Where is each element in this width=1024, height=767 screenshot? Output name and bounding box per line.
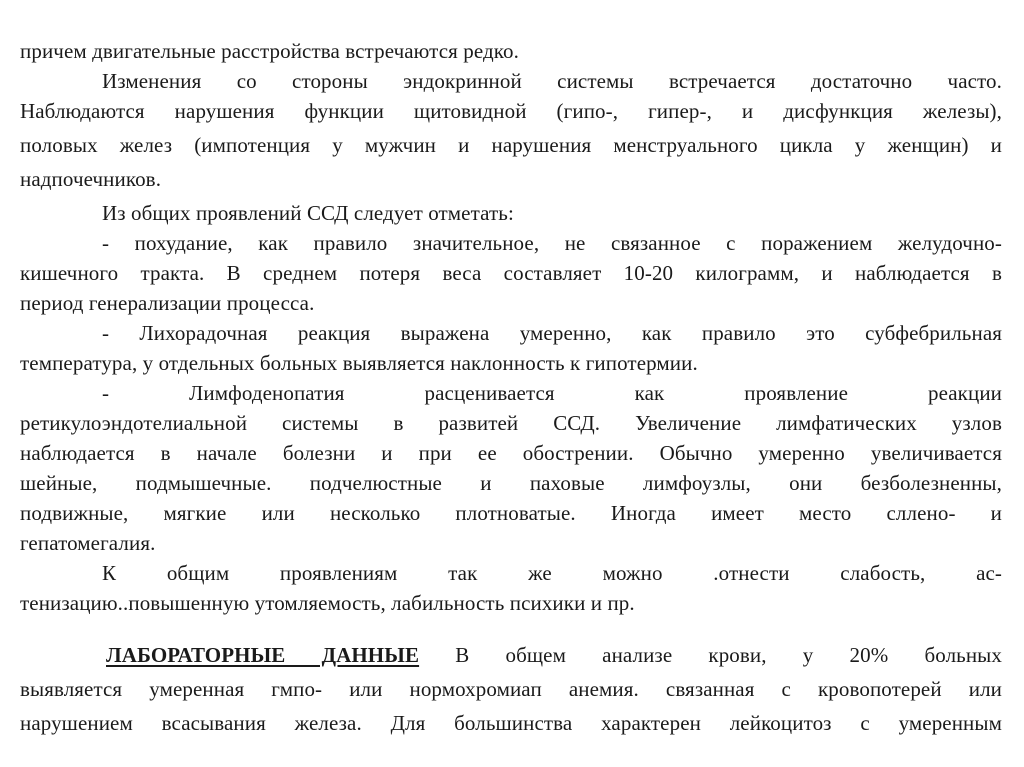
text-line-18: К общим проявлениям так же можно .отнести слабость, ас- (102, 561, 1002, 585)
lab-line-2: выявляется умеренная гмпо- или нормохромиап анемия. связанная с кровопотерей или (20, 677, 1002, 701)
text-line-1: причем двигательные расстройства встречаются редко. (20, 39, 519, 63)
text-line-14: наблюдается в начале болезни и при ее обострении. Обычно умеренно увеличивается (20, 441, 1002, 465)
text-line-9: период генерализации процесса. (20, 291, 315, 315)
text-line-8: кишечного тракта. В среднем потеря веса составляет 10-20 килограмм, и наблюдается в (20, 261, 1002, 285)
document-page (20, 36, 1002, 738)
text-line-17: гепатомегалия. (20, 531, 156, 555)
text-line-19: тенизацию..повышенную утомляемость, лабильность психики и пр. (20, 591, 635, 615)
section-gap (20, 618, 1002, 640)
lab-section-heading: ЛАБОРАТОРНЫЕ ДАННЫЕ (106, 643, 420, 667)
text-line-13: ретикулоэндотелиальной системы в развитей ССД. Увеличение лимфатических узлов (20, 411, 1002, 435)
text-line-3: Наблюдаются нарушения функции щитовидной (гипо-, гипер-, и дисфункция железы), (20, 99, 1002, 123)
text-line-4: половых желез (импотенция у мужчин и нарушения менструального цикла у женщин) и (20, 133, 1002, 157)
text-line-10: - Лихорадочная реакция выражена умеренно, как правило это субфебрильная (102, 321, 1002, 345)
lab-line-1-text: В общем анализе крови, у 20% больных (455, 643, 1002, 667)
lab-line-1 (20, 640, 1002, 670)
text-line-7: - похудание, как правило значительное, не связанное с поражением желудочно- (102, 231, 1002, 255)
text-line-2: Изменения со стороны эндокринной системы встречается достаточно часто. (102, 69, 1002, 93)
text-line-16: подвижные, мягкие или несколько плотноватые. Иногда имеет место сллено- и (20, 501, 1002, 525)
text-line-12: - Лимфоденопатия расценивается как проявление реакции (102, 381, 1002, 405)
text-line-11: температура, у отдельных больных выявляется наклонность к гипотермии. (20, 351, 698, 375)
text-line-6: Из общих проявлений ССД следует отметать: (102, 201, 514, 225)
text-line-5: надпочечников. (20, 167, 162, 191)
text-line-15: шейные, подмышечные. подчелюстные и паховые лимфоузлы, они безболезненны, (20, 471, 1002, 495)
lab-line-3: нарушением всасывания железа. Для большинства характерен лейкоцитоз с умеренным (20, 711, 1002, 735)
